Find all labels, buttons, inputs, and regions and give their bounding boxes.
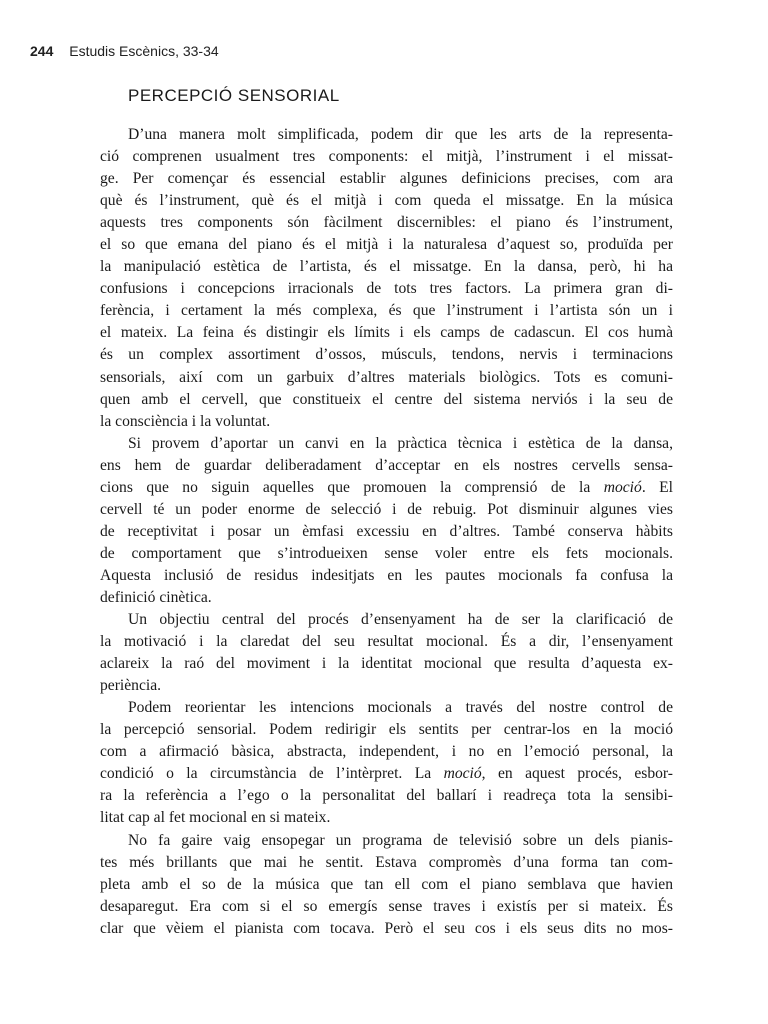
text-line: litat cap al fet mocional en si mateix.: [100, 809, 331, 827]
paragraph: [100, 124, 673, 433]
text-line: és un complex assortiment d’ossos, músculs, tendons, nervis i terminacions: [100, 346, 673, 364]
text-line: ge. Per començar és essencial establir algunes definicions precises, com ara: [100, 170, 673, 188]
text-line: ció comprenen usualment tres components: el mitjà, l’instrument i el missat-: [100, 148, 673, 166]
page-number: 244: [30, 43, 54, 59]
text-line: quen amb el cervell, que constitueix el centre del sistema nerviós i la seu de: [100, 390, 673, 408]
text-line-with-italic: [100, 763, 673, 785]
text-line: periència.: [100, 677, 162, 695]
italic-term: moció: [603, 478, 642, 496]
text-line: D’una manera molt simplificada, podem dir que les arts de la representa-: [128, 126, 673, 143]
text-line: de comportament que s’introdueixen sense voler entre els fets mocionals.: [100, 544, 673, 562]
paragraph: [100, 609, 673, 697]
paragraph: [100, 433, 673, 609]
text-line: definició cinètica.: [100, 588, 212, 606]
text-line: com a afirmació bàsica, abstracta, independent, i no en l’emoció personal, la: [100, 743, 673, 761]
text-line: Aquesta inclusió de residus indesitjats en les pautes mocionals fa confusa la: [100, 566, 673, 584]
text-line: ra la referència a l’ego o la personalitat del ballarí i readreça tota la sensibi-: [100, 787, 673, 805]
text-line: confusions i concepcions irracionals de tots tres factors. La primera gran di-: [100, 280, 673, 298]
section-title: PERCEPCIÓ SENSORIAL: [128, 86, 340, 105]
text-segment: condició o la circumstància de l’intèrpret. La: [100, 765, 444, 783]
text-line: el so que emana del piano és el mitjà i la naturalesa d’aquest so, produïda per: [100, 236, 673, 254]
text-line: ens hem de guardar deliberadament d’acceptar en els nostres cervells sensa-: [100, 456, 673, 474]
paragraph: [100, 697, 673, 829]
text-line: Un objectiu central del procés d’ensenyament ha de ser la clarificació de: [128, 611, 673, 629]
text-line: la manipulació estètica de l’artista, és el missatge. En la dansa, però, hi ha: [100, 258, 673, 276]
text-line: de receptivitat i posar un èmfasi excessiu en d’altres. També conserva hàbits: [100, 522, 673, 540]
text-line: Si provem d’aportar un canvi en la pràctica tècnica i estètica de la dansa,: [128, 434, 673, 452]
text-line: sensorials, així com un garbuix d’altres materials biològics. Tots es comuni-: [100, 368, 673, 386]
text-line: aquests tres components són fàcilment discernibles: el piano és l’instrument,: [100, 214, 673, 232]
text-segment: , en aquest procés, esbor-: [481, 765, 673, 783]
text-line: desaparegut. Era com si el so emergís sense traves i existís per si mateix. És: [100, 897, 673, 915]
article-body: [100, 124, 673, 940]
paragraph: [100, 830, 673, 940]
italic-term: moció: [443, 765, 482, 783]
text-line-with-italic: [100, 477, 673, 499]
text-segment: cions que no siguin aquelles que promouen la comprensió de la: [100, 478, 604, 496]
text-line: tes més brillants que mai he sentit. Estava compromès d’una forma tan com-: [100, 853, 673, 871]
journal-title: Estudis Escènics, 33-34: [69, 43, 219, 59]
text-line: cervell té un poder enorme de selecció i de rebuig. Pot disminuir algunes vies: [100, 500, 673, 518]
text-line: clar que vèiem el pianista com tocava. Però el seu cos i els seus dits no mos-: [100, 919, 673, 937]
text-line: la motivació i la claredat del seu resultat mocional. És a dir, l’ensenyament: [100, 633, 673, 651]
text-line: No fa gaire vaig ensopegar un programa de televisió sobre un dels pianis-: [128, 831, 673, 849]
text-line: què és l’instrument, què és el mitjà i com queda el missatge. En la música: [100, 192, 673, 210]
running-header: [30, 43, 219, 59]
text-line: Podem reorientar les intencions mocionals a través del nostre control de: [128, 699, 673, 717]
text-line: aclareix la raó del moviment i la identitat mocional que resulta d’aquesta ex-: [100, 655, 673, 673]
text-line: ferència, i certament la més complexa, és que l’instrument i l’artista són un i: [100, 302, 673, 320]
text-line: el mateix. La feina és distingir els límits i els camps de cadascun. El cos humà: [100, 324, 673, 342]
text-line: pleta amb el so de la música que tan ell com el piano semblava que havien: [100, 875, 673, 893]
text-line: la percepció sensorial. Podem redirigir els sentits per centrar-los en la moció: [100, 721, 673, 739]
text-line: la consciència i la voluntat.: [100, 412, 271, 430]
text-segment: . El: [641, 478, 673, 496]
